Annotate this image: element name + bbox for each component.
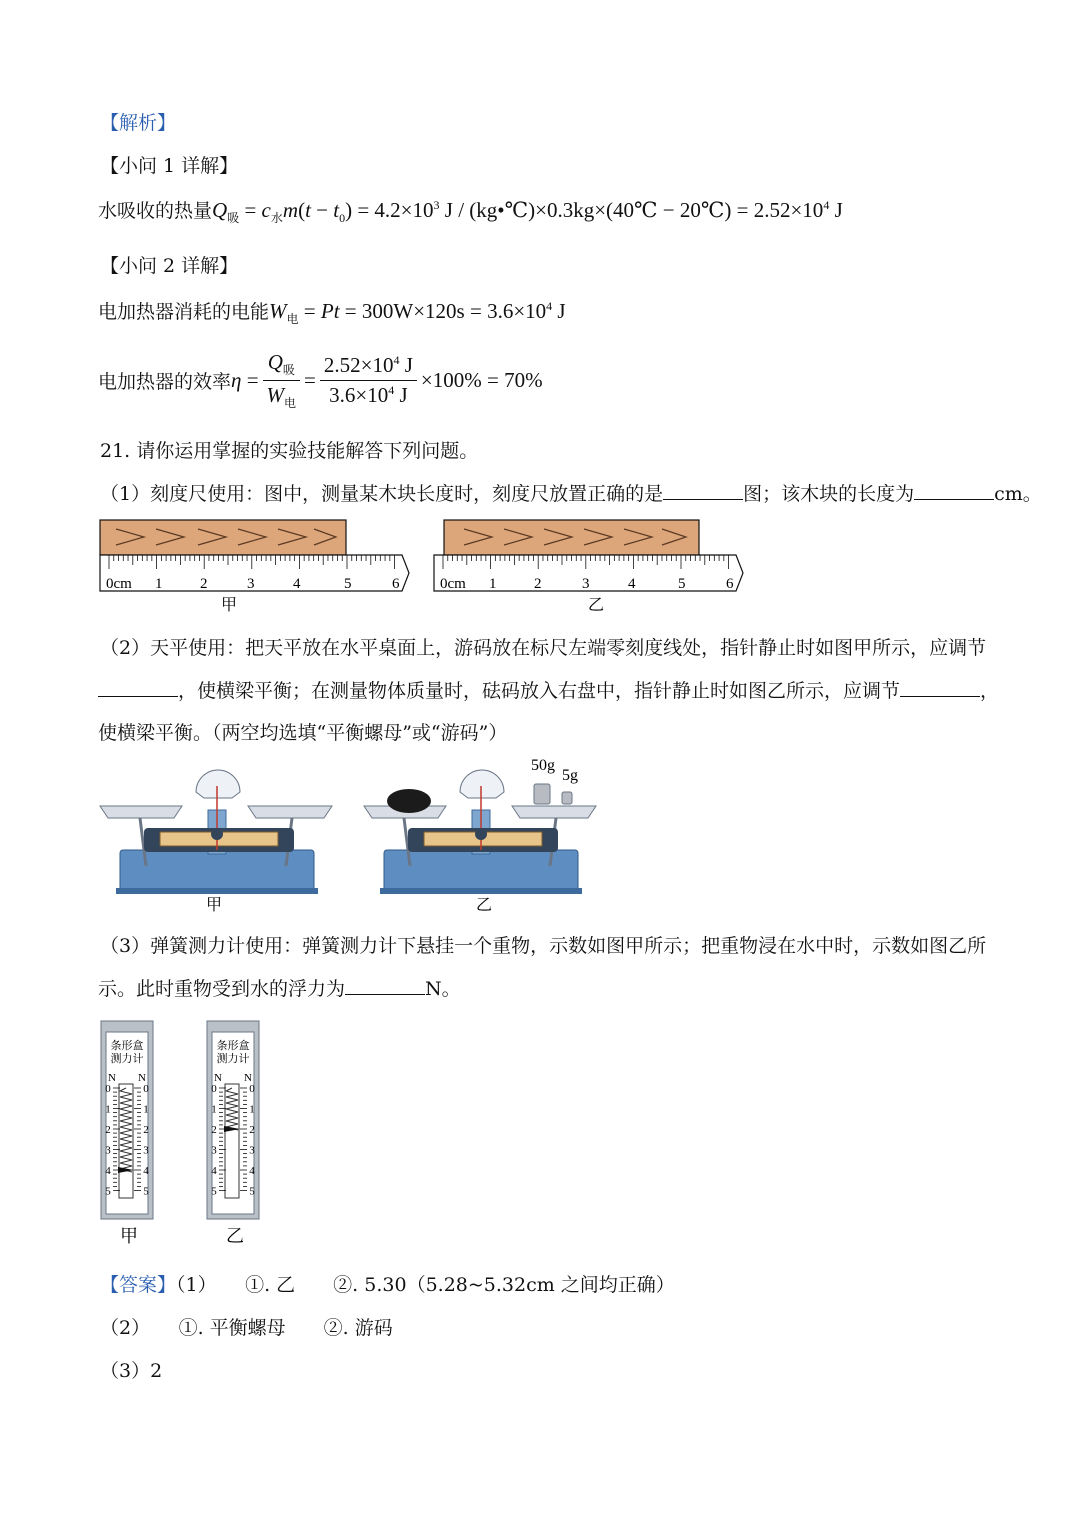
scale-label: 5 (249, 1185, 255, 1198)
svg-text:N: N (108, 1072, 116, 1084)
answer-blank (345, 976, 425, 995)
svg-text:测力计: 测力计 (216, 1053, 250, 1065)
svg-text:条形盒: 条形盒 (110, 1040, 144, 1052)
scale-label: 0 (143, 1083, 149, 1095)
question-part2-line1: （2）天平使用：把天平放在水平桌面上，游码放在标尺左端零刻度线处，指针静止时如图甲所示，应调节 (100, 637, 987, 659)
scale-label: 3 (105, 1144, 111, 1157)
tick-label: 3 (247, 576, 255, 592)
svg-text:测力计: 测力计 (110, 1053, 144, 1065)
scale-label: 0 (105, 1083, 111, 1095)
ruler-figure (96, 515, 756, 620)
tick-label: 5 (344, 576, 352, 592)
spring-scale-a (101, 1021, 153, 1219)
scale-label: 1 (105, 1103, 111, 1116)
svg-text:N: N (138, 1072, 146, 1084)
scale-label: 0 (249, 1083, 255, 1095)
svg-text:条形盒: 条形盒 (216, 1040, 250, 1052)
ruler-b (434, 520, 743, 592)
scale-label: 5 (143, 1185, 149, 1198)
spring-scale-b (207, 1021, 259, 1219)
answer-line3: （3）2 (100, 1360, 163, 1382)
figure-caption: 乙 (588, 597, 605, 614)
tick-label: 0cm (440, 576, 466, 592)
scale-label: 3 (143, 1144, 149, 1157)
scale-label: 4 (249, 1165, 255, 1177)
scale-label: 1 (249, 1103, 255, 1116)
tick-label: 5 (678, 576, 686, 592)
q2a-formula: 电加热器消耗的电能$W_电 = Pt = 300W\times 120s = 3.6\times 10^4$ J (98, 299, 566, 327)
scale-label: 2 (211, 1124, 217, 1136)
scale-label: 5 (105, 1185, 111, 1198)
balance-b (364, 770, 596, 894)
svg-text:N: N (244, 1072, 252, 1084)
tick-label: 2 (534, 576, 542, 592)
question-part2-line2: ，使横梁平衡；在测量物体质量时，砝码放入右盘中，指针静止时如图乙所示，应调节 ， (98, 676, 999, 703)
answer-line2: （2） ①. 平衡螺母 ②. 游码 (100, 1317, 393, 1339)
answer-line1: 【答案】（1） ①. 乙 ②. 5.30（5.28~5.32cm 之间均正确） (100, 1274, 675, 1296)
spring-scale-figure (98, 1018, 268, 1250)
q1-header: 【小问 1 详解】 (100, 155, 239, 177)
scale-label: 2 (105, 1124, 111, 1136)
tick-label: 6 (726, 576, 734, 592)
figure-caption: 甲 (221, 597, 238, 614)
balance-a (100, 770, 332, 894)
question-part3-line1: （3）弹簧测力计使用：弹簧测力计下悬挂一个重物，示数如图甲所示；把重物浸在水中时，示数如图乙所 (100, 935, 987, 957)
scale-label: 3 (211, 1144, 217, 1157)
tick-label: 2 (200, 576, 208, 592)
scale-label: 5 (211, 1185, 217, 1198)
answer-blank (900, 678, 980, 697)
scale-label: 2 (143, 1124, 149, 1136)
tick-label: 6 (392, 576, 400, 592)
question-part3-line2: 示。此时重物受到水的浮力为 N。 (98, 978, 461, 1000)
q2-header: 【小问 2 详解】 (100, 255, 239, 277)
weight-label: 50g (531, 757, 555, 774)
analysis-header: 【解析】 (100, 112, 177, 134)
figure-caption: 乙 (476, 897, 493, 914)
figure-caption: 乙 (226, 1226, 244, 1246)
question-part1: （1）刻度尺使用：图中，测量某木块长度时，刻度尺放置正确的是 图；该木块的长度为 cm。 (100, 483, 1042, 505)
balance-figure (96, 752, 616, 920)
question-title: 21. 请你运用掌握的实验技能解答下列问题。 (100, 440, 479, 462)
scale-label: 2 (249, 1124, 255, 1136)
scale-label: 1 (211, 1103, 217, 1116)
scale-label: 4 (143, 1165, 149, 1177)
scale-label: 1 (143, 1103, 149, 1116)
tick-label: 0cm (106, 576, 132, 592)
q2b-formula: 电加热器的效率η = $\frac{Q_吸}{W_电}$ = $\frac{2.52\times 10^4 J}{3.6\times 10^4 J}$ ×100% = 70% (98, 350, 543, 411)
tick-label: 1 (489, 576, 497, 592)
answer-blank (98, 678, 178, 697)
weight-label: 5g (562, 767, 578, 784)
scale-label: 4 (105, 1165, 111, 1177)
tick-label: 4 (628, 576, 636, 592)
q1-formula: 水吸收的热量$Q_吸 = c_水m(t - t_0) = 4.2\times 10^3$ J / (kg•℃)×0.3kg×(40℃ − 20℃) = $2.52\times 10^4$ J (98, 198, 843, 226)
scale-label: 3 (249, 1144, 255, 1157)
tick-label: 1 (155, 576, 163, 592)
answer-blank (663, 481, 743, 500)
tick-label: 4 (293, 576, 301, 592)
tick-label: 3 (582, 576, 590, 592)
figure-caption: 甲 (120, 1226, 138, 1246)
svg-text:N: N (214, 1072, 222, 1084)
scale-label: 4 (211, 1165, 217, 1177)
answer-blank (914, 481, 994, 500)
question-part2-line3: 使横梁平衡。（两空均选填“平衡螺母”或“游码”） (98, 722, 508, 744)
scale-label: 0 (211, 1083, 217, 1095)
ruler-a (100, 520, 409, 592)
figure-caption: 甲 (206, 897, 223, 914)
